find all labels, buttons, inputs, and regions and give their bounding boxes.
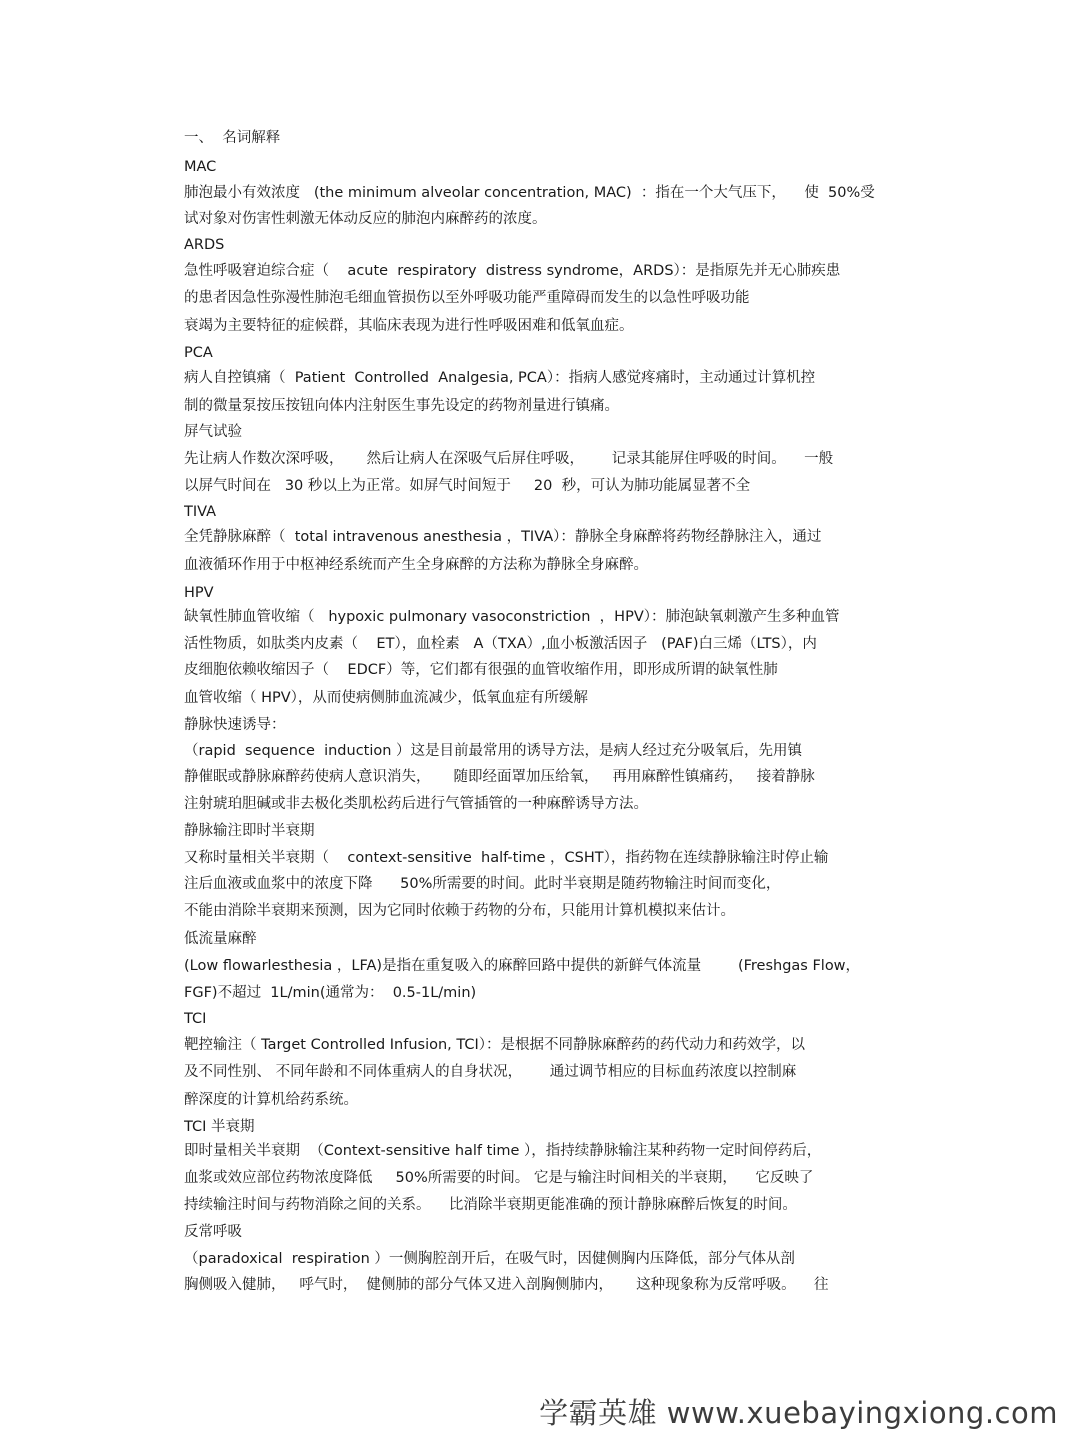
definition-line: 急性呼吸窘迫综合症（ acute respiratory distress syndrome，ARDS）：是指原先并无心肺疾患 bbox=[184, 263, 841, 279]
definition-line: 制的微量泵按压按钮向体内注射医生事先设定的药物剂量进行镇痛。 bbox=[184, 398, 619, 414]
definition-line: 血浆或效应部位药物浓度降低 50%所需要的时间。 它是与输注时间相关的半衰期， 它反映了 bbox=[184, 1170, 814, 1186]
section-title: 一、 名词解释 bbox=[184, 130, 281, 146]
term-heading: 静脉快速诱导： bbox=[184, 717, 286, 733]
term-heading: TCI bbox=[184, 1011, 207, 1027]
definition-line: 即时量相关半衰期 （Context-sensitive half time ），指持续静脉输注某种药物一定时间停药后， bbox=[184, 1143, 822, 1159]
term-heading: 低流量麻醉 bbox=[184, 931, 257, 947]
term-heading: 反常呼吸 bbox=[184, 1224, 242, 1240]
term-heading: PCA bbox=[184, 345, 213, 361]
definition-line: 靶控输注（ Target Controlled Infusion, TCI）：是根据不同静脉麻醉药的药代动力和药效学，以 bbox=[184, 1037, 806, 1053]
definition-line: 不能由消除半衰期来预测，因为它同时依赖于药物的分布，只能用计算机模拟来估计。 bbox=[184, 903, 735, 919]
definition-line: 血液循环作用于中枢神经系统而产生全身麻醉的方法称为静脉全身麻醉。 bbox=[184, 557, 648, 573]
definition-line: 肺泡最小有效浓度 (the minimum alveolar concentration, MAC) ：指在一个大气压下， 使 50%受 bbox=[184, 185, 875, 201]
term-heading: MAC bbox=[184, 159, 217, 175]
definition-line: 活性物质，如肽类内皮素（ ET），血栓素 A（TXA）,血小板激活因子 (PAF)白三烯（LTS），内 bbox=[184, 636, 817, 652]
definition-line: 病人自控镇痛（ Patient Controlled Analgesia, PCA）：指病人感觉疼痛时，主动通过计算机控 bbox=[184, 370, 816, 386]
definition-line: 静催眠或静脉麻醉药使病人意识消失， 随即经面罩加压给氧， 再用麻醉性镇痛药， 接着静脉 bbox=[184, 769, 815, 785]
definition-line: FGF)不超过 1L/min(通常为： 0.5-1L/min) bbox=[184, 985, 477, 1001]
definition-line: 醉深度的计算机给药系统。 bbox=[184, 1092, 358, 1108]
definition-line: 以屏气时间在 30 秒以上为正常。如屏气时间短于 20 秒，可认为肺功能属显著不全 bbox=[184, 478, 751, 494]
term-heading: 静脉输注即时半衰期 bbox=[184, 823, 315, 839]
term-heading: 屏气试验 bbox=[184, 424, 242, 440]
definition-line: （paradoxical respiration ）一侧胸腔剖开后，在吸气时，因健侧胸内压降低，部分气体从剖 bbox=[184, 1251, 795, 1267]
definition-line: 先让病人作数次深呼吸， 然后让病人在深吸气后屏住呼吸， 记录其能屏住呼吸的时间。 一般 bbox=[184, 451, 834, 467]
term-heading: ARDS bbox=[184, 237, 225, 253]
definition-line: 注射琥珀胆碱或非去极化类肌松药后进行气管插管的一种麻醉诱导方法。 bbox=[184, 796, 648, 812]
definition-line: 衰竭为主要特征的症候群，其临床表现为进行性呼吸困难和低氧血症。 bbox=[184, 318, 634, 334]
definition-line: 缺氧性肺血管收缩（ hypoxic pulmonary vasoconstriction ，HPV）：肺泡缺氧刺激产生多种血管 bbox=[184, 609, 840, 625]
definition-line: 血管收缩（ HPV），从而使病侧肺血流减少，低氧血症有所缓解 bbox=[184, 690, 588, 706]
term-heading: HPV bbox=[184, 585, 214, 601]
definition-line: 又称时量相关半衰期（ context-sensitive half-time ，CSHT），指药物在连续静脉输注时停止输 bbox=[184, 850, 829, 866]
definition-line: 的患者因急性弥漫性肺泡毛细血管损伤以至外呼吸功能严重障碍而发生的以急性呼吸功能 bbox=[184, 290, 750, 306]
term-heading: TCI 半衰期 bbox=[184, 1119, 255, 1135]
site-watermark: 学霸英雄 www.xuebayingxiong.com bbox=[539, 1396, 1058, 1430]
definition-line: 皮细胞依赖收缩因子（ EDCF）等，它们都有很强的血管收缩作用，即形成所谓的缺氧性肺 bbox=[184, 662, 778, 678]
term-heading: TIVA bbox=[184, 504, 217, 520]
definition-line: 全凭静脉麻醉（ total intravenous anesthesia ，TIVA）：静脉全身麻醉将药物经静脉注入，通过 bbox=[184, 529, 822, 545]
definition-line: 及不同性别、 不同年龄和不同体重病人的自身状况， 通过调节相应的目标血药浓度以控制麻 bbox=[184, 1064, 797, 1080]
definition-line: 试对象对伤害性刺激无体动反应的肺泡内麻醉药的浓度。 bbox=[184, 211, 547, 227]
definition-line: （rapid sequence induction ）这是目前最常用的诱导方法，是病人经过充分吸氧后，先用镇 bbox=[184, 743, 803, 759]
definition-line: (Low flowarlesthesia ，LFA)是指在重复吸入的麻醉回路中提供的新鲜气体流量 (Freshgas Flow， bbox=[184, 958, 861, 974]
definition-line: 注后血液或血浆中的浓度下降 50%所需要的时间。此时半衰期是随药物输注时间而变化， bbox=[184, 876, 781, 892]
definition-line: 胸侧吸入健肺， 呼气时， 健侧肺的部分气体又进入剖胸侧肺内， 这种现象称为反常呼吸。 往 bbox=[184, 1277, 829, 1293]
definition-line: 持续输注时间与药物消除之间的关系。 比消除半衰期更能准确的预计静脉麻醉后恢复的时间。 bbox=[184, 1197, 797, 1213]
